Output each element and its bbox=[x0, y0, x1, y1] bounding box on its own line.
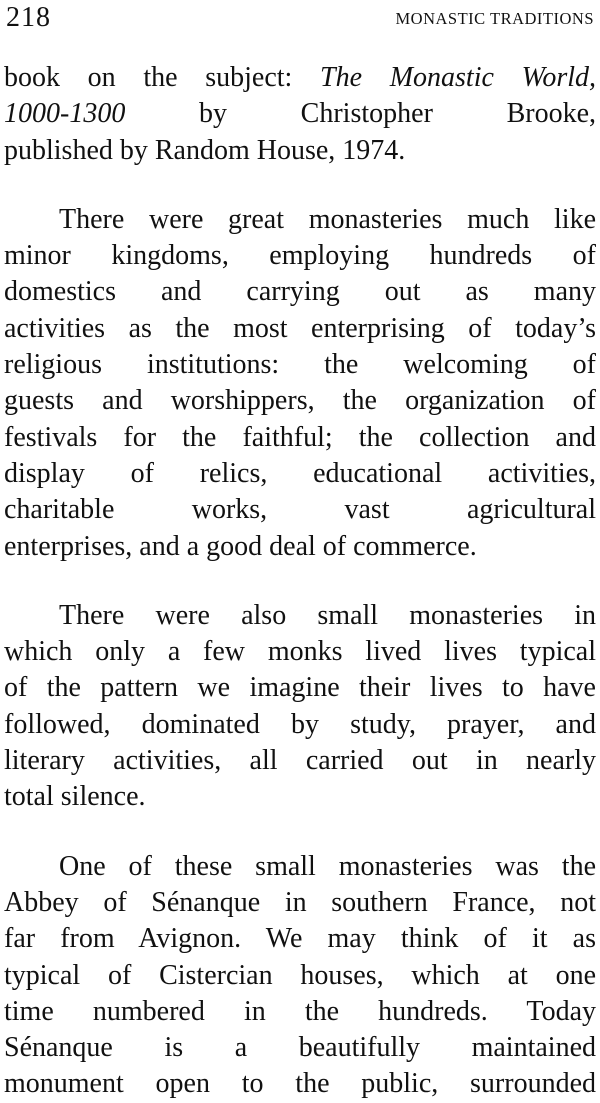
text-line: activities as the most enterprising of today’s bbox=[4, 312, 596, 344]
text-line: far from Avignon. We may think of it as bbox=[4, 923, 596, 955]
text-line: followed, dominated by study, prayer, and bbox=[4, 708, 596, 740]
text-line: monument open to the public, surrounded bbox=[4, 1068, 596, 1100]
text-line: which only a few monks lived lives typical bbox=[4, 636, 596, 668]
text-line: One of these small monasteries was the bbox=[59, 850, 596, 882]
running-head: MONASTIC TRADITIONS bbox=[395, 9, 594, 28]
page-number: 218 bbox=[6, 2, 51, 33]
page-body bbox=[4, 60, 596, 1103]
text-line: display of relics, educational activities, bbox=[4, 457, 596, 489]
text-line: of the pattern we imagine their lives to have bbox=[4, 672, 596, 704]
book-title: The Monastic World, bbox=[320, 62, 597, 93]
text-line: charitable works, vast agricultural bbox=[4, 494, 596, 526]
text-line: There were great monasteries much like bbox=[59, 203, 596, 235]
paragraph-2 bbox=[4, 202, 596, 565]
text-line: literary activities, all carried out in nearly bbox=[4, 745, 596, 777]
paragraph-4 bbox=[4, 849, 596, 1103]
text-line: minor kingdoms, employing hundreds of bbox=[4, 240, 596, 272]
paragraph-1 bbox=[4, 60, 596, 169]
text-line: Abbey of Sénanque in southern France, not bbox=[4, 886, 596, 918]
text-line: 1000-1300 by Christopher Brooke, bbox=[4, 98, 596, 130]
text-line: enterprises, and a good deal of commerce. bbox=[4, 530, 477, 562]
page-header bbox=[6, 0, 594, 44]
text-line: Sénanque is a beautifully maintained bbox=[4, 1032, 596, 1064]
text-line: time numbered in the hundreds. Today bbox=[4, 995, 596, 1027]
book-years: 1000-1300 bbox=[4, 98, 126, 130]
text-line: religious institutions: the welcoming of bbox=[4, 349, 596, 381]
text-line: There were also small monasteries in bbox=[59, 599, 596, 631]
text-line: domestics and carrying out as many bbox=[4, 276, 596, 308]
text-line: guests and worshippers, the organization of bbox=[4, 385, 596, 417]
text-line: total silence. bbox=[4, 781, 146, 813]
text-line: published by Random House, 1974. bbox=[4, 134, 406, 166]
text-line: typical of Cistercian houses, which at one bbox=[4, 959, 596, 991]
text-line: book on the subject: The Monastic World, bbox=[4, 62, 597, 93]
text-line: festivals for the faithful; the collection and bbox=[4, 421, 596, 453]
paragraph-3 bbox=[4, 598, 596, 816]
